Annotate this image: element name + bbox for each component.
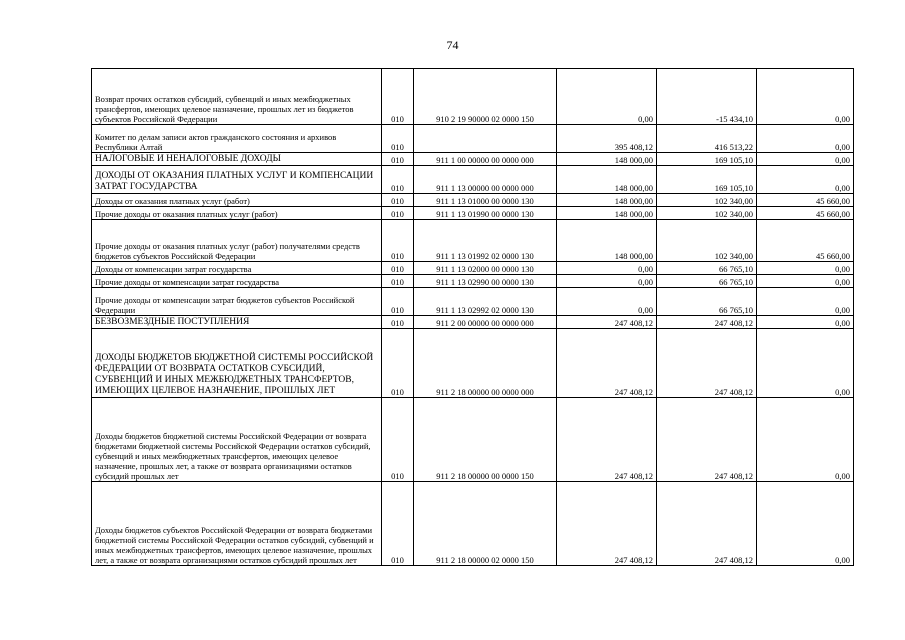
row-value-3: 0,00 <box>757 316 854 329</box>
row-admin-code: 010 <box>382 275 414 288</box>
table-row <box>92 69 854 125</box>
row-classification-code <box>414 125 557 153</box>
revenue-table <box>91 68 854 566</box>
table-row <box>92 153 854 166</box>
row-description: Доходы от компенсации затрат государства <box>92 262 382 275</box>
row-description: Комитет по делам записи актов гражданского состояния и архивов Республики Алтай <box>92 125 382 153</box>
row-value-2: 66 765,10 <box>657 262 757 275</box>
row-value-2: 169 105,10 <box>657 153 757 166</box>
row-value-3: 45 660,00 <box>757 207 854 220</box>
row-value-2: -15 434,10 <box>657 69 757 125</box>
table-row <box>92 207 854 220</box>
row-description: Доходы бюджетов бюджетной системы Российской Федерации от возврата бюджетами бюджетной системы Российской Федерации остатков субсидий, субвенций и иных межбюджетных трансфертов, имеющих целевое назначение, прошлых лет, а также от возврата организациями остатков субсидий прошлых лет <box>92 398 382 482</box>
table-row <box>92 275 854 288</box>
row-admin-code: 010 <box>382 69 414 125</box>
row-admin-code: 010 <box>382 153 414 166</box>
row-admin-code: 010 <box>382 207 414 220</box>
row-value-2: 102 340,00 <box>657 207 757 220</box>
row-value-2: 66 765,10 <box>657 288 757 316</box>
row-value-1: 0,00 <box>557 275 657 288</box>
row-value-1: 0,00 <box>557 288 657 316</box>
row-admin-code: 010 <box>382 288 414 316</box>
row-description: ДОХОДЫ БЮДЖЕТОВ БЮДЖЕТНОЙ СИСТЕМЫ РОССИЙСКОЙ ФЕДЕРАЦИИ ОТ ВОЗВРАТА ОСТАТКОВ СУБСИДИЙ, СУБВЕНЦИЙ И ИНЫХ МЕЖБЮДЖЕТНЫХ ТРАНСФЕРТОВ, ИМЕЮЩИХ ЦЕЛЕВОЕ НАЗНАЧЕНИЕ, ПРОШЛЫХ ЛЕТ <box>92 329 382 398</box>
page-number: 74 <box>446 38 459 52</box>
row-admin-code: 010 <box>382 166 414 194</box>
row-classification-code: 911 2 00 00000 00 0000 000 <box>414 316 557 329</box>
row-value-1: 148 000,00 <box>557 194 657 207</box>
row-admin-code: 010 <box>382 194 414 207</box>
row-value-3: 0,00 <box>757 69 854 125</box>
row-description: Доходы от оказания платных услуг (работ) <box>92 194 382 207</box>
row-classification-code: 910 2 19 90000 02 0000 150 <box>414 69 557 125</box>
row-classification-code: 911 1 13 00000 00 0000 000 <box>414 166 557 194</box>
row-value-1: 148 000,00 <box>557 207 657 220</box>
row-description: Прочие доходы от компенсации затрат государства <box>92 275 382 288</box>
row-value-1: 0,00 <box>557 69 657 125</box>
row-value-2: 169 105,10 <box>657 166 757 194</box>
row-description: Возврат прочих остатков субсидий, субвенций и иных межбюджетных трансфертов, имеющих целевое назначение, прошлых лет из бюджетов субъектов Российской Федерации <box>92 69 382 125</box>
row-classification-code: 911 1 00 00000 00 0000 000 <box>414 153 557 166</box>
table-row <box>92 288 854 316</box>
row-classification-code: 911 2 18 00000 02 0000 150 <box>414 482 557 566</box>
row-value-2: 247 408,12 <box>657 398 757 482</box>
row-value-2: 247 408,12 <box>657 316 757 329</box>
row-value-3: 0,00 <box>757 398 854 482</box>
row-admin-code: 010 <box>382 262 414 275</box>
row-value-2: 247 408,12 <box>657 329 757 398</box>
table-row <box>92 482 854 566</box>
row-admin-code: 010 <box>382 398 414 482</box>
row-value-3: 0,00 <box>757 262 854 275</box>
row-classification-code: 911 2 18 00000 00 0000 150 <box>414 398 557 482</box>
row-value-3: 0,00 <box>757 275 854 288</box>
row-description: Доходы бюджетов субъектов Российской Федерации от возврата бюджетами бюджетной системы Российской Федерации остатков субсидий, субвенций и иных межбюджетных трансфертов, имеющих целевое назначение, прошлых лет, а также от возврата организациями остатков субсидий прошлых лет <box>92 482 382 566</box>
row-value-3: 45 660,00 <box>757 194 854 207</box>
row-value-3: 0,00 <box>757 153 854 166</box>
row-value-3: 0,00 <box>757 329 854 398</box>
row-description: Прочие доходы от оказания платных услуг (работ) <box>92 207 382 220</box>
row-admin-code: 010 <box>382 482 414 566</box>
row-value-3: 0,00 <box>757 482 854 566</box>
row-value-2: 416 513,22 <box>657 125 757 153</box>
row-admin-code: 010 <box>382 125 414 153</box>
row-value-1: 148 000,00 <box>557 153 657 166</box>
row-description: Прочие доходы от оказания платных услуг (работ) получателями средств бюджетов субъектов Российской Федерации <box>92 220 382 262</box>
row-value-2: 102 340,00 <box>657 220 757 262</box>
row-description: ДОХОДЫ ОТ ОКАЗАНИЯ ПЛАТНЫХ УСЛУГ И КОМПЕНСАЦИИ ЗАТРАТ ГОСУДАРСТВА <box>92 166 382 194</box>
row-value-1: 395 408,12 <box>557 125 657 153</box>
row-value-3: 0,00 <box>757 166 854 194</box>
row-description: Прочие доходы от компенсации затрат бюджетов субъектов Российской Федерации <box>92 288 382 316</box>
row-classification-code: 911 1 13 01990 00 0000 130 <box>414 207 557 220</box>
row-classification-code: 911 1 13 01000 00 0000 130 <box>414 194 557 207</box>
row-classification-code: 911 1 13 02990 00 0000 130 <box>414 275 557 288</box>
table-row <box>92 316 854 329</box>
table-row <box>92 329 854 398</box>
row-classification-code: 911 1 13 02992 02 0000 130 <box>414 288 557 316</box>
row-value-1: 148 000,00 <box>557 220 657 262</box>
row-admin-code: 010 <box>382 220 414 262</box>
row-value-3: 45 660,00 <box>757 220 854 262</box>
table-row <box>92 166 854 194</box>
row-classification-code: 911 1 13 01992 02 0000 130 <box>414 220 557 262</box>
row-value-1: 247 408,12 <box>557 482 657 566</box>
table-row <box>92 262 854 275</box>
row-admin-code: 010 <box>382 316 414 329</box>
row-description: БЕЗВОЗМЕЗДНЫЕ ПОСТУПЛЕНИЯ <box>92 316 382 329</box>
table-row <box>92 398 854 482</box>
row-value-1: 247 408,12 <box>557 316 657 329</box>
row-value-1: 247 408,12 <box>557 398 657 482</box>
row-description: НАЛОГОВЫЕ И НЕНАЛОГОВЫЕ ДОХОДЫ <box>92 153 382 166</box>
table-row <box>92 125 854 153</box>
row-value-2: 247 408,12 <box>657 482 757 566</box>
row-value-1: 247 408,12 <box>557 329 657 398</box>
row-value-1: 148 000,00 <box>557 166 657 194</box>
table-row <box>92 194 854 207</box>
table-row <box>92 220 854 262</box>
row-classification-code: 911 1 13 02000 00 0000 130 <box>414 262 557 275</box>
row-value-3: 0,00 <box>757 125 854 153</box>
row-admin-code: 010 <box>382 329 414 398</box>
row-classification-code: 911 2 18 00000 00 0000 000 <box>414 329 557 398</box>
row-value-1: 0,00 <box>557 262 657 275</box>
row-value-3: 0,00 <box>757 288 854 316</box>
row-value-2: 102 340,00 <box>657 194 757 207</box>
row-value-2: 66 765,10 <box>657 275 757 288</box>
